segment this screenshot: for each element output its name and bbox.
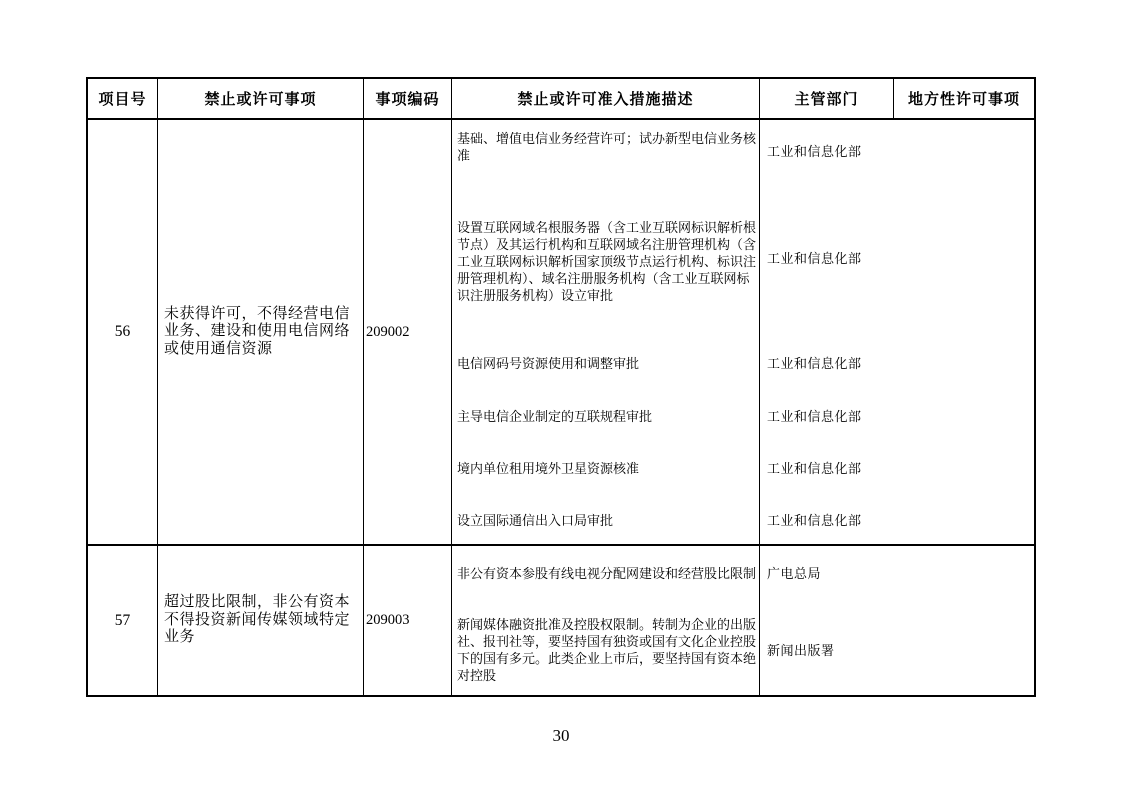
measure-block [452,546,894,607]
measure-block [452,120,894,202]
item-text: 未获得许可，不得经营电信业务、建设和使用电信网络或使用通信资源 [164,305,351,357]
header-department: 主管部门 [760,79,894,118]
measure-dept: 工业和信息化部 [767,144,862,159]
measure-desc: 设置互联网域名根服务器（含工业互联网标识解析根节点）及其运行机构和互联网域名注册管理机构（含工业互联网标识解析国家顶级节点运行机构、标识注册管理机构）、域名注册服务机构（含工业互联网标识注册服务机构）设立审批 [452,202,760,348]
local-permit-cell [894,546,1034,695]
header-measure-desc: 禁止或许可准入措施描述 [452,79,760,118]
measure-dept: 广电总局 [767,566,822,581]
measure-dept: 工业和信息化部 [767,251,862,266]
measure-block [452,505,894,544]
measure-block [452,453,894,505]
table-row-56 [88,120,1034,544]
measure-block [452,348,894,401]
code-cell: 209002 [364,120,452,544]
header-local-permit: 地方性许可事项 [907,92,1020,108]
measure-desc: 境内单位租用境外卫星资源核准 [452,453,760,505]
item-cell [158,120,364,544]
item-no-cell: 56 [88,120,158,544]
item-cell [158,546,364,695]
negative-list-table [86,77,1036,697]
table-row-57 [88,544,1034,695]
header-code: 事项编码 [364,79,452,118]
measure-desc: 新闻媒体融资批准及控股权限制。转制为企业的出版社、报刊社等，要坚持国有独资或国有文化企业控股下的国有多元。此类企业上市后，要坚持国有资本绝对控股 [452,607,760,695]
item-no-cell: 57 [88,546,158,695]
page-number: 30 [552,726,570,745]
measure-block [452,401,894,453]
measures-column [452,546,894,695]
item-text: 超过股比限制，非公有资本不得投资新闻传媒领域特定业务 [164,594,351,646]
measures-column [452,120,894,544]
measure-desc: 电信网码号资源使用和调整审批 [452,348,760,401]
table-header-row [88,79,1034,120]
measure-block [452,202,894,348]
measure-dept: 工业和信息化部 [767,409,862,424]
measure-desc: 主导电信企业制定的互联规程审批 [452,401,760,453]
measure-desc: 基础、增值电信业务经营许可；试办新型电信业务核准 [452,120,760,202]
measure-dept: 工业和信息化部 [767,461,862,476]
local-permit-cell [894,120,1034,544]
measure-block [452,607,894,695]
measure-desc: 设立国际通信出入口局审批 [452,505,760,544]
measure-dept: 工业和信息化部 [767,356,862,371]
measure-dept: 新闻出版署 [767,643,835,658]
code-cell: 209003 [364,546,452,695]
measure-desc: 非公有资本参股有线电视分配网建设和经营股比限制 [452,546,760,607]
header-item: 禁止或许可事项 [158,79,364,118]
header-item-no: 项目号 [88,79,158,118]
measure-dept: 工业和信息化部 [767,513,862,528]
